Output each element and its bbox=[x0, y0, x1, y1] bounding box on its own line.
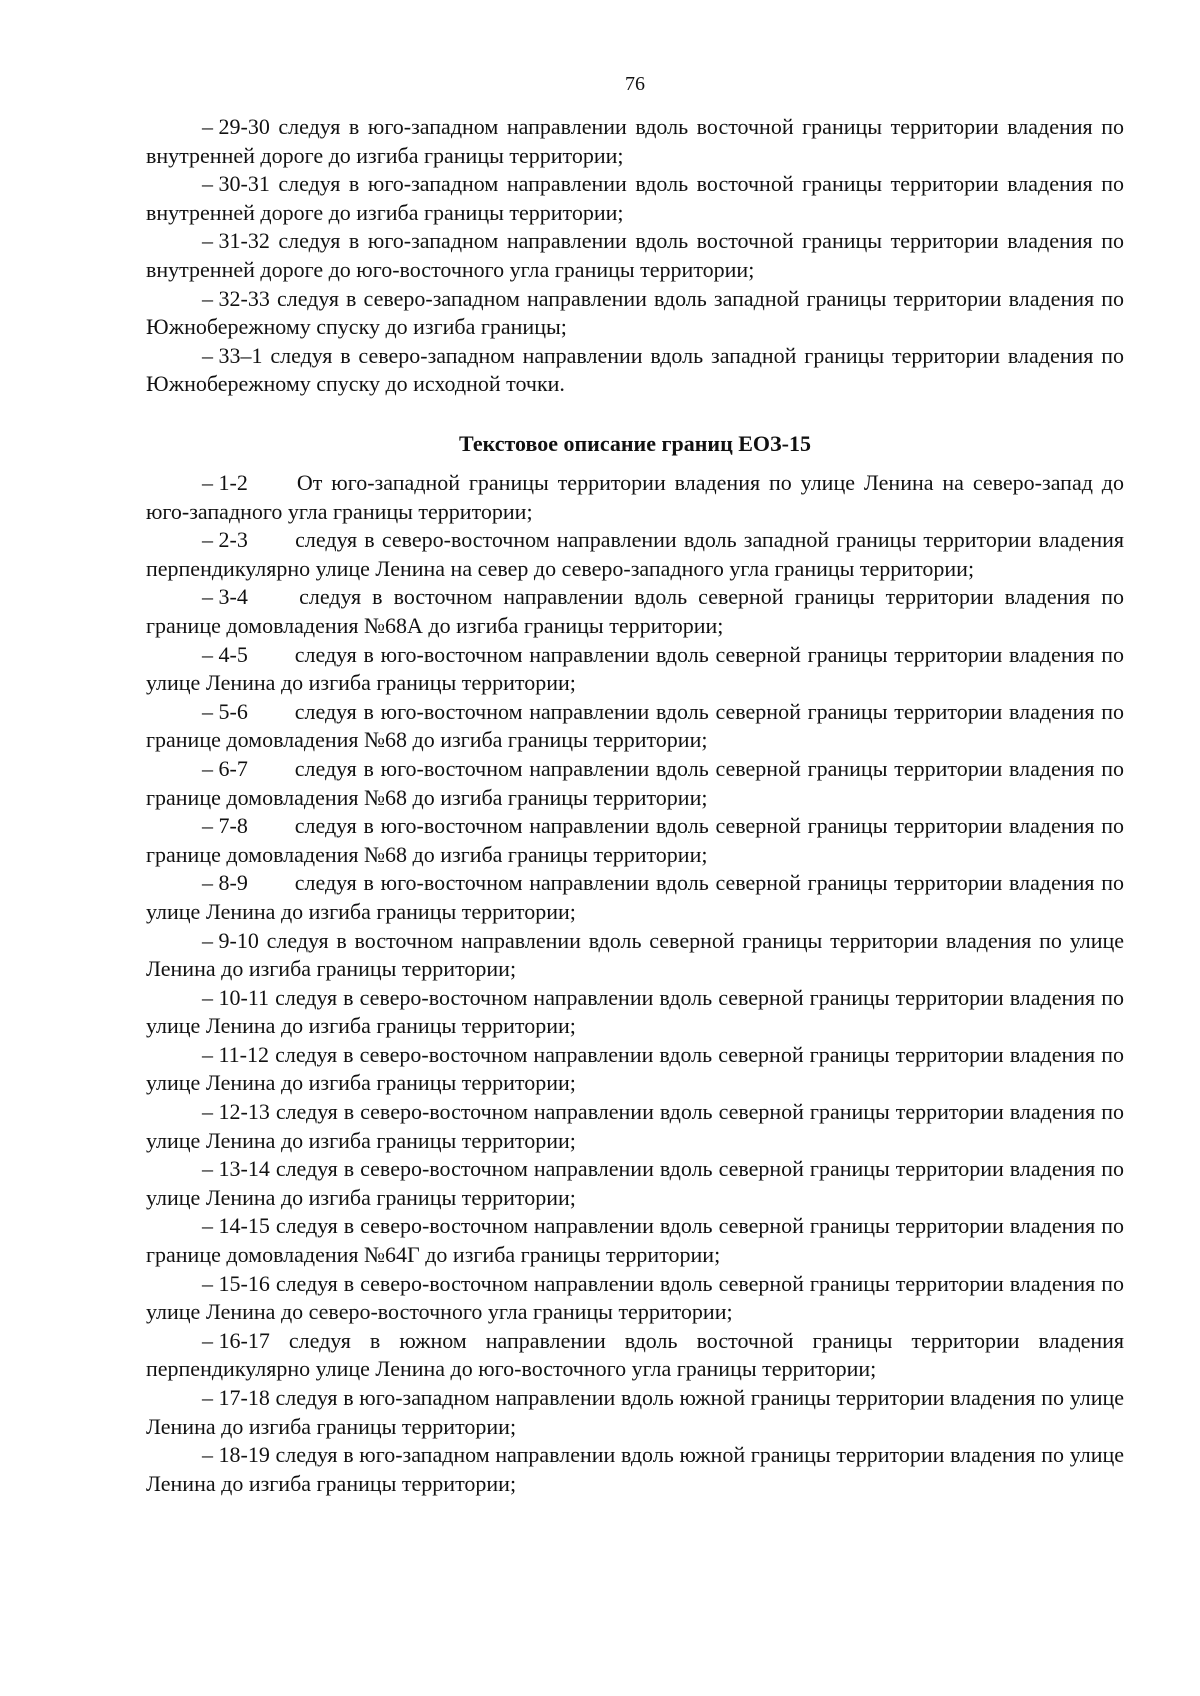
segment-label: – 12-13 bbox=[202, 1099, 270, 1125]
boundary-paragraph bbox=[146, 641, 1124, 698]
boundary-paragraph bbox=[146, 984, 1124, 1041]
boundary-paragraph bbox=[146, 1155, 1124, 1212]
segment-label: – 17-18 bbox=[202, 1385, 270, 1410]
segment-label: – 5-6 bbox=[202, 698, 248, 724]
segment-description: следуя в юго-западном направлении вдоль восточной границы территории владения по внутренней дороге до изгиба границы территории; bbox=[146, 114, 1124, 168]
boundary-paragraph bbox=[146, 1098, 1124, 1155]
segment-description: следуя в северо-восточном направлении вдоль северной границы территории владения по улице Ленина до изгиба границы территории; bbox=[146, 1156, 1125, 1210]
boundary-paragraph bbox=[146, 1212, 1124, 1269]
boundary-paragraph bbox=[146, 583, 1124, 640]
segment-description: следуя в юго-восточном направлении вдоль северной границы территории владения по границе домовладения №68 до изгиба границы территории; bbox=[146, 813, 1125, 867]
segment-description: следуя в северо-западном направлении вдоль западной границы территории владения по Южнобережному спуску до исходной точки. bbox=[146, 342, 1124, 397]
boundary-paragraph bbox=[146, 285, 1124, 342]
segment-label: – 32-33 bbox=[202, 285, 270, 311]
section-boundary-list bbox=[146, 469, 1124, 1498]
segment-description: следуя в юго-восточном направлении вдоль северной границы территории владения по границе домовладения №68 до изгиба границы территории; bbox=[146, 698, 1125, 753]
segment-label: – 7-8 bbox=[202, 813, 248, 839]
page-number: 76 bbox=[625, 73, 645, 95]
segment-label: – 33–1 bbox=[202, 342, 263, 368]
segment-label: – 13-14 bbox=[202, 1156, 270, 1182]
segment-label: – 9-10 bbox=[202, 927, 259, 953]
segment-description: следуя в юго-западном направлении вдоль южной границы территории владения по улице Ленина до изгиба границы территории; bbox=[146, 1385, 1125, 1439]
segment-label: – 14-15 bbox=[202, 1213, 270, 1239]
boundary-paragraph bbox=[146, 1327, 1124, 1384]
boundary-paragraph bbox=[146, 698, 1124, 755]
segment-description: следуя в восточном направлении вдоль северной границы территории владения по границе домовладения №68А до изгиба границы территории; bbox=[146, 584, 1124, 638]
segment-description: следуя в юго-восточном направлении вдоль северной границы территории владения по улице Ленина до изгиба границы территории; bbox=[146, 641, 1125, 696]
boundary-paragraph bbox=[146, 170, 1124, 227]
boundary-paragraph bbox=[146, 869, 1124, 926]
boundary-paragraph bbox=[146, 113, 1124, 170]
segment-label: – 3-4 bbox=[202, 584, 248, 610]
segment-description: следуя в восточном направлении вдоль северной границы территории владения по улице Ленина до изгиба границы территории; bbox=[146, 927, 1125, 982]
segment-description: следуя в юго-западном направлении вдоль восточной границы территории владения по внутренней дороге до изгиба границы территории; bbox=[146, 171, 1124, 225]
segment-description: следуя в северо-западном направлении вдоль западной границы территории владения по Южнобережному спуску до изгиба границы; bbox=[146, 285, 1124, 340]
segment-description: следуя в северо-восточном направлении вдоль северной границы территории владения по улице Ленина до северо-восточного угла границы территории; bbox=[146, 1270, 1125, 1325]
segment-label: – 18-19 bbox=[202, 1442, 270, 1468]
segment-label: – 2-3 bbox=[202, 527, 248, 553]
boundary-paragraph bbox=[146, 342, 1124, 399]
segment-label: – 10-11 bbox=[202, 984, 270, 1010]
boundary-paragraph bbox=[146, 1041, 1124, 1098]
segment-label: – 6-7 bbox=[202, 755, 248, 781]
boundary-paragraph bbox=[146, 227, 1124, 284]
boundary-paragraph bbox=[146, 812, 1124, 869]
segment-description: следуя в юго-восточном направлении вдоль северной границы территории владения по границе домовладения №68 до изгиба границы территории; bbox=[146, 755, 1125, 810]
segment-label: – 30-31 bbox=[202, 171, 270, 197]
segment-description: следуя в северо-восточном направлении вдоль северной границы территории владения по улице Ленина до изгиба границы территории; bbox=[146, 1099, 1125, 1153]
segment-label: – 15-16 bbox=[202, 1270, 270, 1296]
segment-description: следуя в южном направлении вдоль восточной границы территории владения перпендикулярно улице Ленина до юго-восточного угла границы территории; bbox=[146, 1327, 1125, 1382]
segment-label: – 29-30 bbox=[202, 114, 270, 139]
segment-label: – 11-12 bbox=[202, 1041, 270, 1067]
segment-label: – 1-2 bbox=[202, 470, 248, 495]
segment-description: следуя в юго-западном направлении вдоль восточной границы территории владения по внутренней дороге до юго-восточного угла границы территории; bbox=[146, 228, 1124, 282]
boundary-paragraph bbox=[146, 1441, 1124, 1498]
boundary-paragraph bbox=[146, 526, 1124, 583]
segment-description: следуя в северо-восточном направлении вдоль северной границы территории владения по границе домовладения №64Г до изгиба границы территории; bbox=[146, 1213, 1125, 1268]
boundary-paragraph bbox=[146, 1384, 1124, 1441]
segment-label: – 16-17 bbox=[202, 1327, 270, 1353]
boundary-paragraph bbox=[146, 469, 1124, 526]
segment-description: От юго-западной границы территории владения по улице Ленина на северо-запад до юго-западного угла границы территории; bbox=[146, 470, 1124, 524]
boundary-paragraph bbox=[146, 1270, 1124, 1327]
boundary-paragraph bbox=[146, 927, 1124, 984]
boundary-paragraph bbox=[146, 755, 1124, 812]
segment-description: следуя в юго-восточном направлении вдоль северной границы территории владения по улице Ленина до изгиба границы территории; bbox=[146, 870, 1125, 924]
segment-description: следуя в северо-восточном направлении вдоль северной границы территории владения по улице Ленина до изгиба границы территории; bbox=[146, 1041, 1124, 1096]
segment-description: следуя в северо-восточном направлении вдоль западной границы территории владения перпендикулярно улице Ленина на север до северо-западного угла границы территории; bbox=[146, 527, 1125, 581]
intro-boundary-list bbox=[146, 113, 1124, 399]
segment-label: – 8-9 bbox=[202, 870, 248, 896]
segment-label: – 31-32 bbox=[202, 228, 270, 254]
segment-description: следуя в северо-восточном направлении вдоль северной границы территории владения по улице Ленина до изгиба границы территории; bbox=[146, 984, 1124, 1039]
section-title: Текстовое описание границ ЕОЗ-15 bbox=[459, 431, 811, 456]
segment-description: следуя в юго-западном направлении вдоль южной границы территории владения по улице Ленина до изгиба границы территории; bbox=[146, 1442, 1125, 1496]
segment-label: – 4-5 bbox=[202, 641, 248, 667]
